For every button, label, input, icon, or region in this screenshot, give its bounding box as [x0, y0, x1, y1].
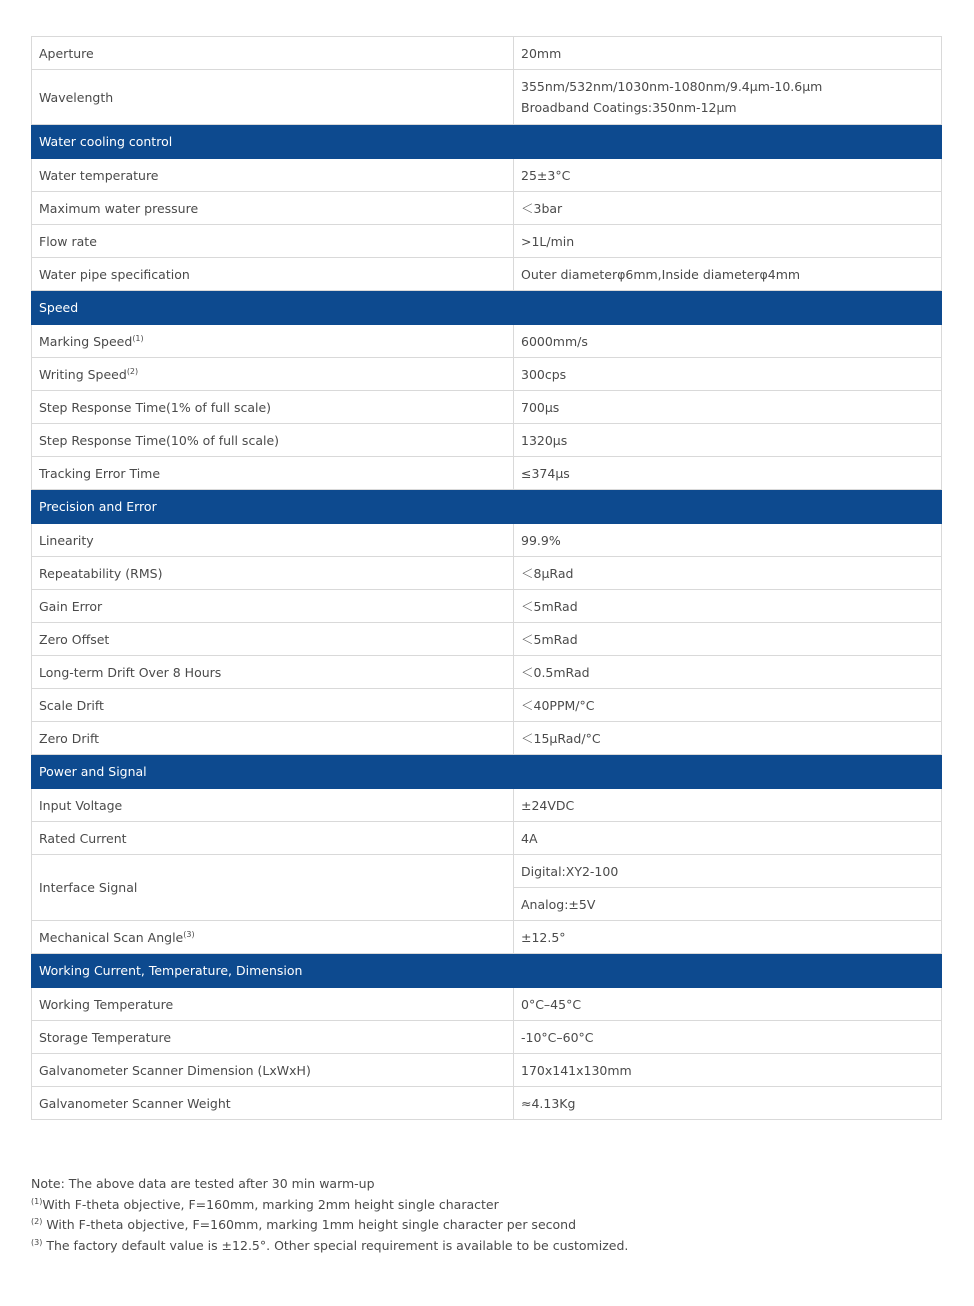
spec-value-cell	[514, 225, 942, 258]
spec-value-cell	[514, 1087, 942, 1120]
spec-row	[32, 855, 942, 888]
spec-value-cell	[514, 358, 942, 391]
spec-value-cell	[514, 590, 942, 623]
spec-row	[32, 192, 942, 225]
spec-row	[32, 159, 942, 192]
spec-label-cell	[32, 225, 514, 258]
spec-label-cell	[32, 855, 514, 921]
spec-label-cell	[32, 325, 514, 358]
spec-label-cell	[32, 722, 514, 755]
spec-row	[32, 1087, 942, 1120]
spec-label-cell	[32, 557, 514, 590]
spec-value: 0°C–45°C	[521, 996, 582, 1012]
spec-value: ＜5mRad	[521, 631, 578, 647]
spec-value: ＜3bar	[521, 200, 563, 216]
spec-value: 170x141x130mm	[521, 1062, 632, 1078]
spec-label-cell	[32, 159, 514, 192]
spec-value: 20mm	[521, 45, 562, 61]
spec-label: Repeatability (RMS)	[39, 565, 163, 581]
section-header-row	[32, 125, 942, 159]
spec-value: 25±3°C	[521, 167, 571, 183]
spec-label: Flow rate	[39, 233, 97, 249]
spec-value: 4A	[521, 830, 538, 846]
note-item	[31, 1195, 941, 1216]
spec-value: -10°C–60°C	[521, 1029, 594, 1045]
spec-label: Input Voltage	[39, 797, 123, 813]
spec-value: 6000mm/s	[521, 333, 588, 349]
spec-label-cell	[32, 656, 514, 689]
spec-value: 355nm/532nm/1030nm-1080nm/9.4μm-10.6μm	[521, 79, 823, 94]
spec-value: ≤374μs	[521, 465, 570, 481]
spec-label: Scale Drift	[39, 697, 104, 713]
note-text: With F-theta objective, F=160mm, marking 2mm height single character	[42, 1196, 499, 1212]
spec-label: Wavelength	[39, 89, 114, 105]
footnote-marker: (3)	[183, 929, 195, 939]
note-marker: (1)	[31, 1196, 43, 1206]
spec-label-cell	[32, 358, 514, 391]
spec-label: Aperture	[39, 45, 94, 61]
spec-value: Digital:XY2-100	[521, 863, 619, 879]
spec-value-cell	[514, 656, 942, 689]
spec-row	[32, 358, 942, 391]
spec-value-cell	[514, 722, 942, 755]
spec-value-cell	[514, 70, 942, 125]
spec-table-body	[32, 37, 942, 1120]
spec-label: Storage Temperature	[39, 1029, 172, 1045]
spec-label: Maximum water pressure	[39, 200, 199, 216]
spec-value-cell	[514, 424, 942, 457]
spec-value: ＜0.5mRad	[521, 664, 590, 680]
spec-value-cell	[514, 822, 942, 855]
spec-value-cell	[514, 689, 942, 722]
spec-label-cell	[32, 258, 514, 291]
note-text: With F-theta objective, F=160mm, marking 1mm height single character per second	[42, 1217, 577, 1232]
spec-row	[32, 391, 942, 424]
spec-label: Rated Current	[39, 830, 127, 846]
spec-label: Tracking Error Time	[39, 465, 161, 481]
section-header-row	[32, 755, 942, 789]
note-item	[31, 1236, 941, 1257]
spec-label-cell	[32, 424, 514, 457]
note-item	[31, 1215, 941, 1236]
note-text: The factory default value is ±12.5°. Other special requirement is available to be customized.	[42, 1237, 629, 1253]
spec-label-cell	[32, 988, 514, 1021]
spec-value-cell	[514, 457, 942, 490]
spec-label-cell	[32, 457, 514, 490]
note-marker: (2)	[31, 1216, 43, 1226]
spec-label-cell	[32, 921, 514, 954]
spec-row	[32, 689, 942, 722]
section-title: Water cooling control	[32, 125, 942, 159]
spec-label-cell	[32, 192, 514, 225]
spec-value-cell	[514, 1054, 942, 1087]
spec-value-cell	[514, 988, 942, 1021]
spec-value: Broadband Coatings:350nm-12μm	[521, 100, 737, 115]
spec-value-cell	[514, 325, 942, 358]
spec-label: Galvanometer Scanner Dimension (LxWxH)	[39, 1062, 311, 1078]
section-title: Precision and Error	[32, 490, 942, 524]
spec-label-cell	[32, 822, 514, 855]
spec-label-cell	[32, 391, 514, 424]
spec-row	[32, 656, 942, 689]
section-header-row	[32, 954, 942, 988]
spec-row	[32, 225, 942, 258]
spec-row	[32, 822, 942, 855]
spec-label: Water temperature	[39, 167, 159, 183]
notes	[31, 1174, 941, 1256]
spec-value-cell	[514, 623, 942, 656]
spec-value: >1L/min	[521, 233, 575, 249]
spec-row	[32, 921, 942, 954]
spec-value-cell	[514, 524, 942, 557]
spec-row	[32, 623, 942, 656]
spec-value-cell	[514, 37, 942, 70]
spec-row	[32, 1054, 942, 1087]
spec-row	[32, 722, 942, 755]
spec-label: Step Response Time(10% of full scale)	[39, 432, 280, 448]
section-title: Speed	[32, 291, 942, 325]
spec-value-cell	[514, 391, 942, 424]
spec-row	[32, 457, 942, 490]
spec-value: ＜40PPM/°C	[521, 697, 595, 713]
spec-row	[32, 70, 942, 125]
spec-label: Water pipe specification	[39, 266, 190, 282]
spec-value-cell	[514, 159, 942, 192]
spec-label-cell	[32, 1054, 514, 1087]
spec-table	[31, 36, 942, 1120]
spec-value-cell	[514, 921, 942, 954]
spec-label-cell	[32, 1087, 514, 1120]
spec-value: 700μs	[521, 399, 560, 415]
spec-label: Galvanometer Scanner Weight	[39, 1095, 231, 1111]
spec-row	[32, 524, 942, 557]
spec-row	[32, 325, 942, 358]
spec-label-cell	[32, 37, 514, 70]
note-marker: (3)	[31, 1237, 43, 1247]
spec-value-cell	[514, 258, 942, 291]
spec-label-cell	[32, 689, 514, 722]
spec-value-cell	[514, 855, 942, 888]
spec-row	[32, 258, 942, 291]
spec-row	[32, 590, 942, 623]
spec-value: Analog:±5V	[521, 896, 596, 912]
spec-label-cell	[32, 1021, 514, 1054]
spec-label: Interface Signal	[39, 880, 138, 895]
spec-row	[32, 557, 942, 590]
spec-label: Marking Speed	[39, 333, 133, 349]
spec-label-cell	[32, 623, 514, 656]
spec-label: Writing Speed	[39, 366, 127, 382]
section-title: Power and Signal	[32, 755, 942, 789]
spec-label: Mechanical Scan Angle	[39, 929, 184, 945]
section-header-row	[32, 490, 942, 524]
spec-value: ±24VDC	[521, 797, 575, 813]
footnote-marker: (1)	[132, 333, 144, 343]
spec-value: 1320μs	[521, 432, 568, 448]
spec-label: Linearity	[39, 532, 94, 548]
spec-row	[32, 1021, 942, 1054]
spec-label-cell	[32, 70, 514, 125]
spec-label: Working Temperature	[39, 996, 174, 1012]
spec-value-cell	[514, 1021, 942, 1054]
spec-value: ≈4.13Kg	[521, 1095, 576, 1111]
spec-value-cell	[514, 888, 942, 921]
footnote-marker: (2)	[126, 366, 139, 376]
spec-row	[32, 988, 942, 1021]
spec-value: ＜5mRad	[521, 598, 578, 614]
spec-row	[32, 37, 942, 70]
spec-label: Long-term Drift Over 8 Hours	[39, 664, 222, 680]
spec-label-cell	[32, 524, 514, 557]
spec-value: Outer diameterφ6mm,Inside diameterφ4mm	[521, 266, 801, 282]
spec-label: Zero Drift	[39, 730, 100, 746]
spec-row	[32, 789, 942, 822]
section-title: Working Current, Temperature, Dimension	[32, 954, 942, 988]
spec-value: ＜15μRad/°C	[521, 730, 601, 746]
spec-label: Gain Error	[39, 598, 103, 614]
spec-value-cell	[514, 789, 942, 822]
spec-value-cell	[514, 557, 942, 590]
notes-heading: Note: The above data are tested after 30 min warm-up	[31, 1176, 375, 1191]
spec-value: 99.9%	[521, 532, 561, 548]
spec-value: 300cps	[521, 366, 567, 382]
spec-value-cell	[514, 192, 942, 225]
spec-label: Step Response Time(1% of full scale)	[39, 399, 272, 415]
section-header-row	[32, 291, 942, 325]
spec-value: ＜8μRad	[521, 565, 574, 581]
spec-label-cell	[32, 789, 514, 822]
spec-label: Zero Offset	[39, 631, 110, 647]
spec-value: ±12.5°	[521, 929, 566, 945]
spec-label-cell	[32, 590, 514, 623]
spec-row	[32, 424, 942, 457]
